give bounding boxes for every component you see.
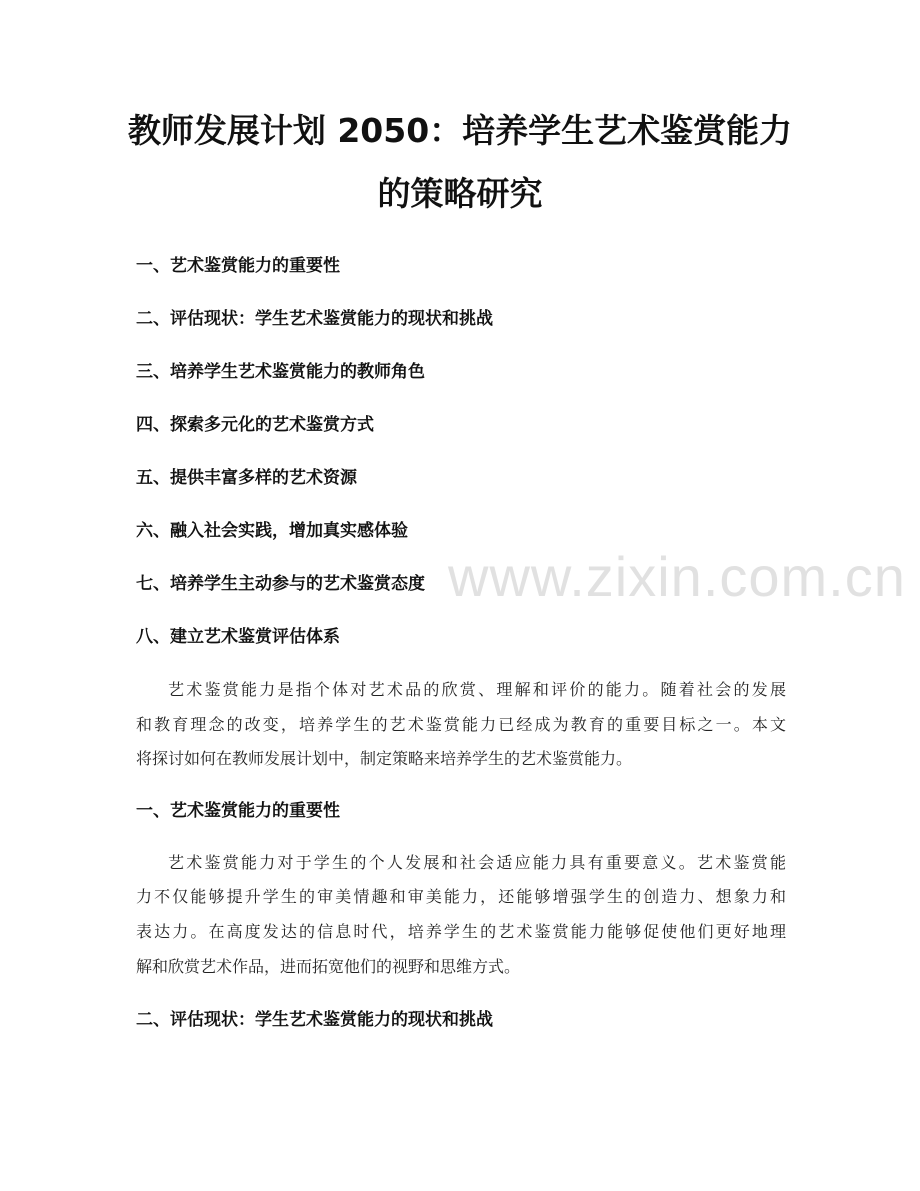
toc-item-7: 七、培养学生主动参与的艺术鉴赏态度 xyxy=(136,574,425,594)
toc-item-1: 一、艺术鉴赏能力的重要性 xyxy=(136,256,340,276)
watermark: www.zixin.com.cn xyxy=(448,545,906,608)
section-1-heading: 一、艺术鉴赏能力的重要性 xyxy=(136,801,340,821)
toc-item-5: 五、提供丰富多样的艺术资源 xyxy=(136,468,357,488)
section-1-paragraph-line: 艺术鉴赏能力对于学生的个人发展和社会适应能力具有重要意义。艺术鉴赏能 xyxy=(168,853,786,872)
document-title-line-1: 教师发展计划 2050：培养学生艺术鉴赏能力 xyxy=(127,111,793,150)
document-title-line-2: 的策略研究 xyxy=(377,174,543,213)
intro-paragraph-line: 艺术鉴赏能力是指个体对艺术品的欣赏、理解和评价的能力。随着社会的发展 xyxy=(168,680,786,699)
toc-item-8: 八、建立艺术鉴赏评估体系 xyxy=(136,627,340,647)
toc-item-2: 二、评估现状：学生艺术鉴赏能力的现状和挑战 xyxy=(136,309,493,329)
section-1-paragraph-line: 解和欣赏艺术作品，进而拓宽他们的视野和思维方式。 xyxy=(136,957,521,976)
intro-paragraph-line: 将探讨如何在教师发展计划中，制定策略来培养学生的艺术鉴赏能力。 xyxy=(136,749,633,768)
toc-item-6: 六、融入社会实践，增加真实感体验 xyxy=(136,521,408,541)
intro-paragraph-line: 和教育理念的改变，培养学生的艺术鉴赏能力已经成为教育的重要目标之一。本文 xyxy=(136,715,786,734)
toc-item-3: 三、培养学生艺术鉴赏能力的教师角色 xyxy=(136,362,425,382)
toc-item-4: 四、探索多元化的艺术鉴赏方式 xyxy=(136,415,374,435)
section-1-paragraph-line: 力不仅能够提升学生的审美情趣和审美能力，还能够增强学生的创造力、想象力和 xyxy=(136,887,786,906)
section-2-heading: 二、评估现状：学生艺术鉴赏能力的现状和挑战 xyxy=(136,1010,493,1030)
section-1-paragraph-line: 表达力。在高度发达的信息时代，培养学生的艺术鉴赏能力能够促使他们更好地理 xyxy=(136,922,786,941)
